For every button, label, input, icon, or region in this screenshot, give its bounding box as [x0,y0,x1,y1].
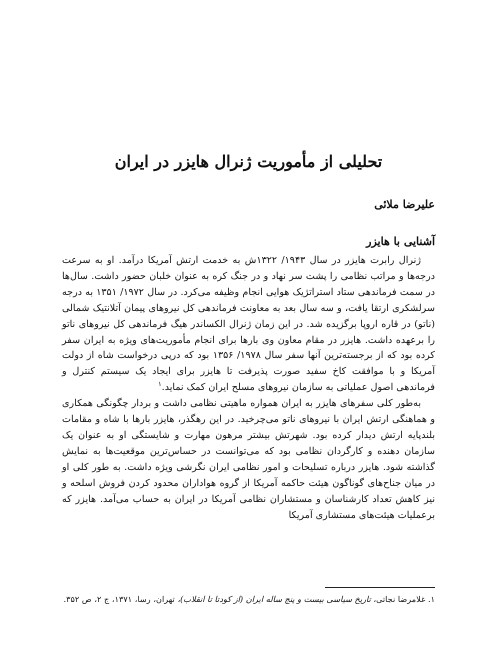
paragraph-2-text: به‌طور کلی سفرهای هایزر به ایران همواره ماهیتی نظامی داشت و بردار چگونگی همکاری و هماهنگی ارتش ایران با نیروهای ناتو می‌چرخید. در این رهگذر، هایزر بارها با شاه و مقامات بلندپایه ارتش دیدار کرده بود. شهرتش بیشتر مرهون مهارت و شایستگی او به عنوان یک سازمان دهنده و کارگردان نظامی بود که می‌توانست در حساس‌ترین موقعیت‌ها به نمایش گذاشته شود. هایزر درباره تسلیحات و امور نظامی ایران نگرشی ویژه داشت. به طور کلی او در میان جناح‌های گوناگون هیئت حاکمه آمریکا از گروه هواداران محدود کردن فروش اسلحه و نیز کاهش تعداد کارشناسان و مستشاران نظامی آمریکا در ایران به حساب می‌آمد. هایزر که برعملیات هیئت‌های مستشاری آمریکا [62,398,435,521]
footnote-publication: تهران، رسا، ۱۳۷۱، ج ۲، ص ۳۵۲. [63,594,175,604]
footnote-book-title: تاریخ سیاسی بیست و پنج ساله ایران (از کودتا تا انقلاب)، [177,594,371,604]
paragraph-1-text: ژنرال رابرت هایزر در سال ۱۹۴۳/ ۱۳۲۲ش به خدمت ارتش آمریکا درآمد. او به سرعت درجه‌ها و مراتب نظامی را پشت سر نهاد و در جنگ کره به عنوان خلبان حضور داشت. سال‌ها در سمت فرماندهی ستاد استراتژیک هوایی انجام وظیفه می‌کرد. در سال ۱۹۷۲/ ۱۳۵۱ به درجه سرلشکری ارتقا یافت، و سه سال بعد به معاونت فرماندهی کل نیروهای پیمان آتلانتیک شمالی (ناتو) در قاره اروپا برگزیده شد. در این زمان ژنرال الکساندر هیگ فرماندهی کل نیروهای ناتو را برعهده داشت. هایزر در مقام معاون وی بارها برای انجام مأموریت‌های ویژه به ایران سفر کرده بود که از برجسته‌ترین آنها سفر سال ۱۹۷۸/ ۱۳۵۶ بود که درپی درخواست شاه از دولت آمریکا و با موافقت کاخ سفید صورت پذیرفت تا هایزر برای ایجاد یک سیستم کنترل و فرماندهی اصول عملیاتی به سازمان نیروهای مسلح ایران کمک نماید. [62,255,435,394]
footnote [62,592,435,606]
footnote-number: ۱. [427,594,435,604]
body-paragraph-2 [62,396,435,523]
article-body [62,253,435,523]
footnote-ref-1[interactable]: ۱ [158,380,162,389]
section-heading: آشنایی با هایزر [366,235,435,248]
footnote-divider [325,587,435,588]
article-title: تحلیلی از مأموریت ژنرال هایزر در ایران [114,152,383,171]
author-name: علیرضا ملائی [374,198,435,211]
body-paragraph-1 [62,253,435,396]
footnote-author: غلامرضا نجاتی، [373,594,426,604]
